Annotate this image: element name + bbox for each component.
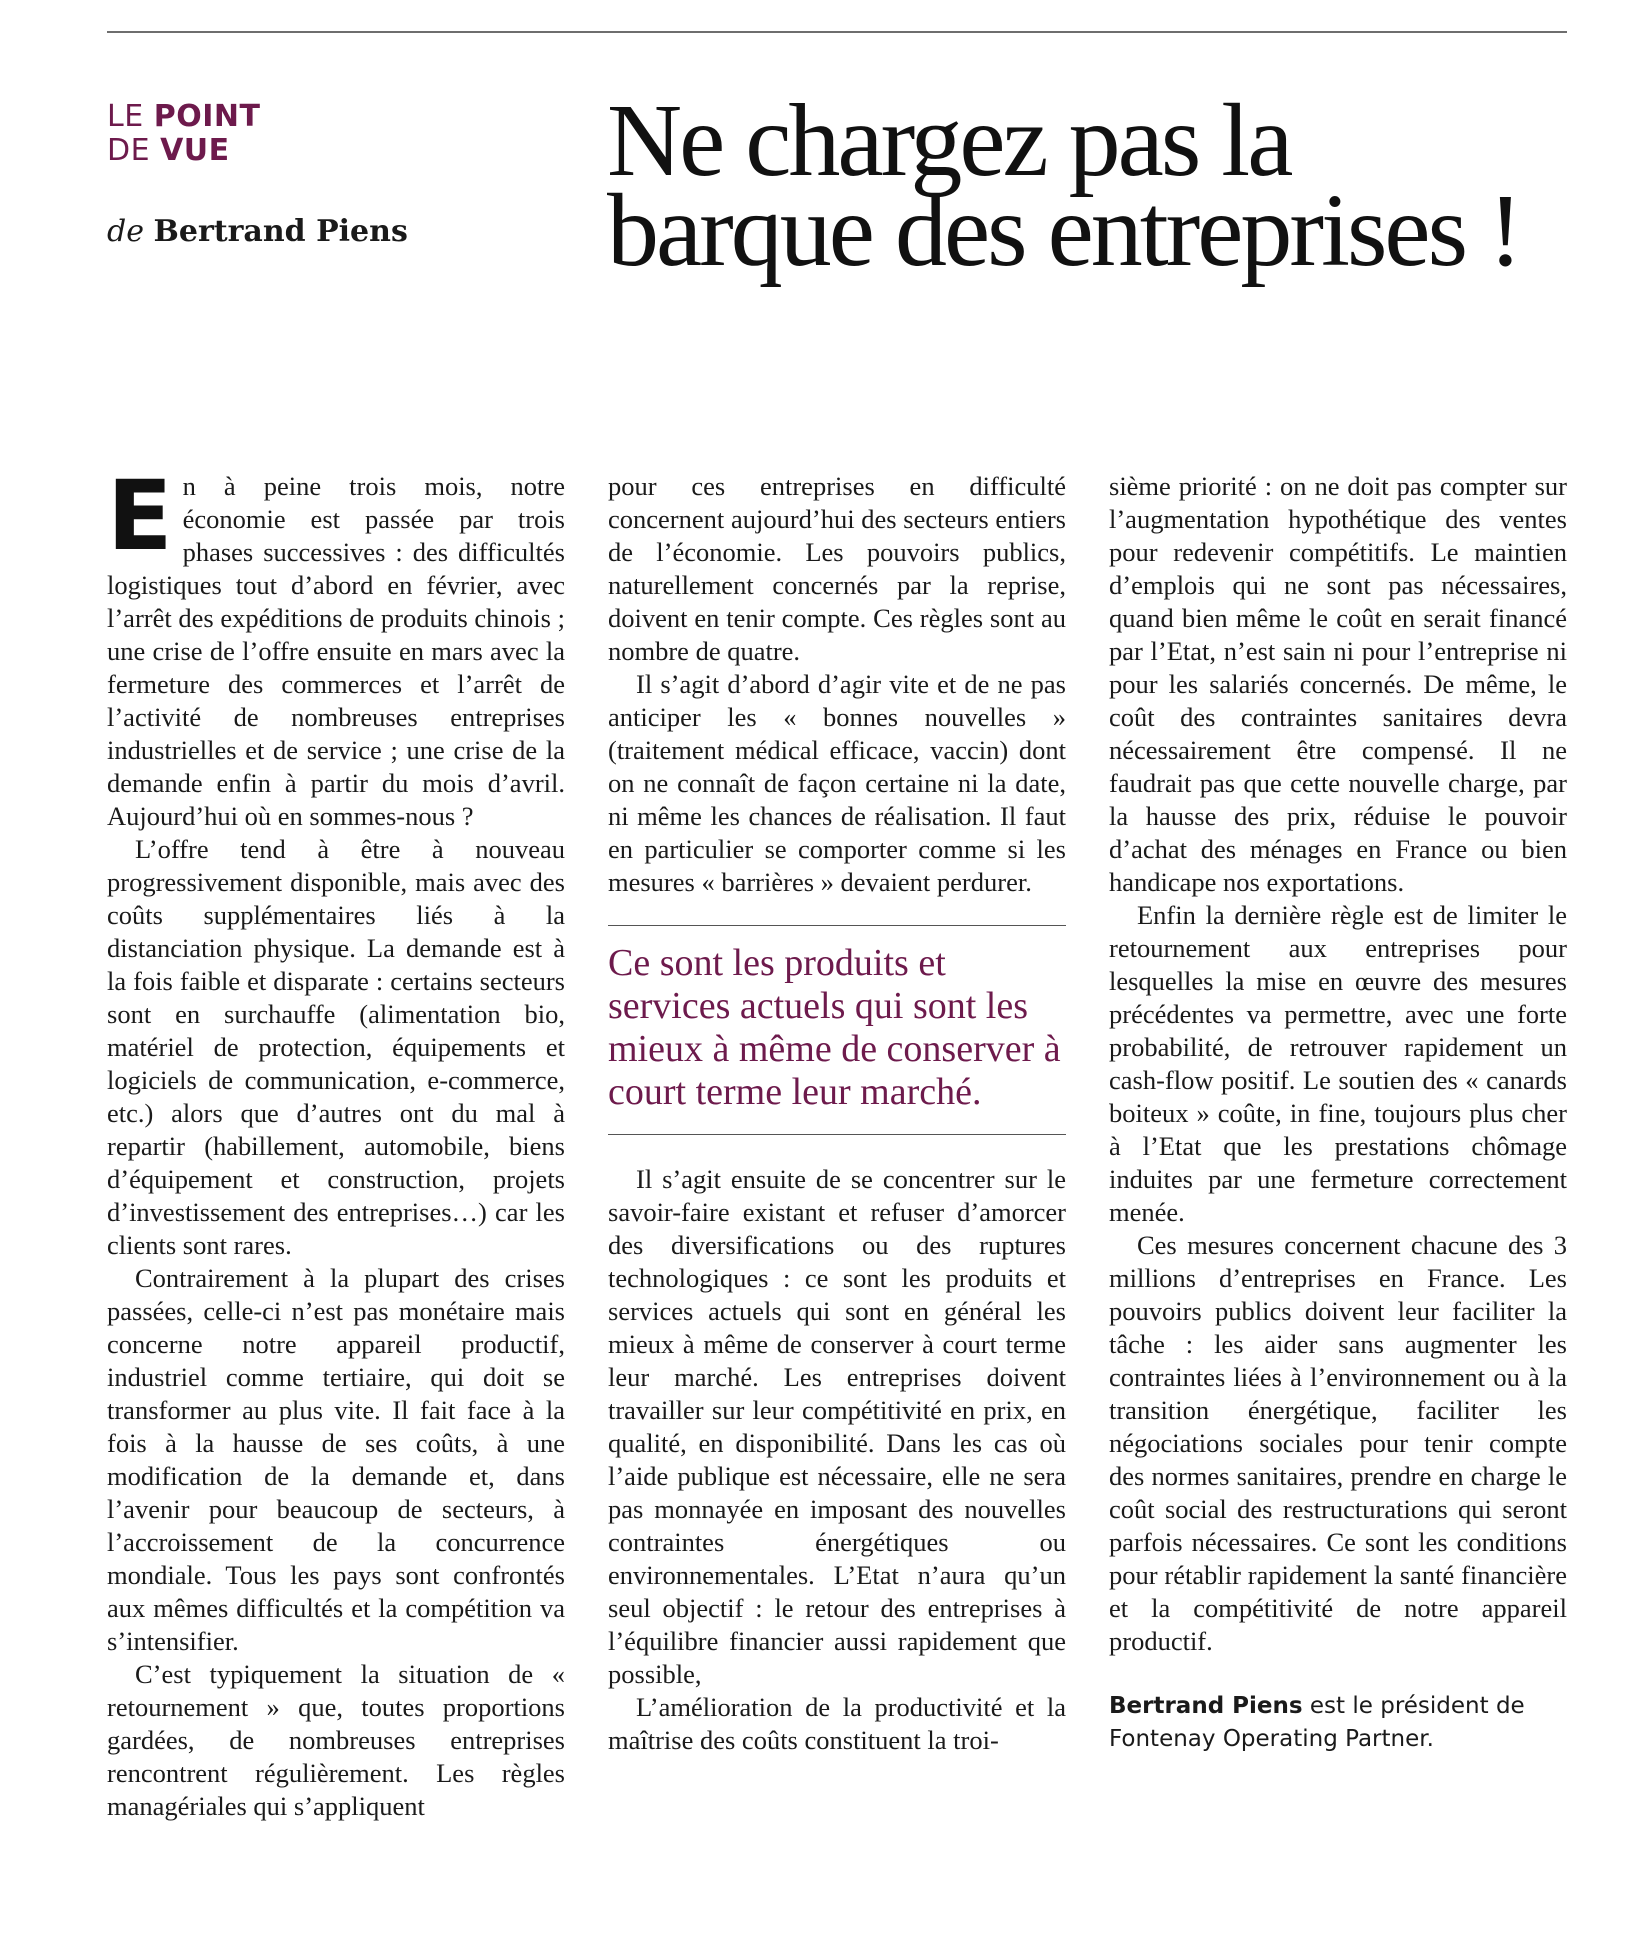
drop-cap: E [107, 460, 173, 572]
paragraph: C’est typiquement la situation de « retournement » que, toutes proportions gardées, de nombreuses entreprises rencontrent régulièrement. Les règles managériales qui s’appliquent [107, 1659, 565, 1821]
rubric-label [107, 100, 260, 168]
rubric-line2-bold: VUE [160, 133, 230, 168]
author-bio [1109, 1690, 1567, 1756]
paragraph: Enfin la dernière règle est de limiter le retournement aux entreprises pour lesquelles la mise en œuvre des mesures précédentes va permettre, avec une forte probabilité, de retrouver rapidement un cash-flow positif. Le soutien des « canards boiteux » coûte, in fine, toujours plus cher à l’Etat que les prestations chômage induites par une fermeture correctement menée. [1109, 900, 1567, 1227]
paragraph: Il s’agit d’abord d’agir vite et de ne pas anticiper les « bonnes nouvelles » (traitement médical efficace, vaccin) dont on ne connaît de façon certaine ni la date, ni même les chances de réalisation. Il faut en particulier se comporter comme si les mesures « barrières » devaient perdurer. [608, 669, 1066, 897]
top-rule [107, 31, 1567, 33]
paragraph: Contrairement à la plupart des crises passées, celle-ci n’est pas monétaire mais concerne notre appareil productif, industriel comme tertiaire, qui doit se transformer au plus vite. Il fait face à la fois à la hausse de ses coûts, à une modification de la demande et, dans l’avenir pour beaucoup de secteurs, à l’accroissement de la concurrence mondiale. Tous les pays sont confrontés aux mêmes difficultés et la compétition va s’intensifier. [107, 1263, 565, 1656]
rubric-line2-light: DE [107, 133, 161, 168]
column-3 [1109, 470, 1567, 1756]
paragraph: L’offre tend à être à nouveau progressivement disponible, mais avec des coûts supplémentaires liés à la distanciation physique. La demande est à la fois faible et disparate : certains secteurs sont en surchauffe (alimentation bio, matériel de protection, équipements et logiciels de communication, e-commerce, etc.) alors que d’autres ont du mal à repartir (habillement, automobile, biens d’équipement et construction, projets d’investissement des entreprises…) car les clients sont rares. [107, 834, 565, 1260]
paragraph: L’amélioration de la productivité et la maîtrise des coûts constituent la troi- [608, 1692, 1066, 1755]
rubric-line1-light: LE [107, 99, 154, 134]
pull-quote [608, 925, 1066, 1135]
paragraph-text: n à peine trois mois, notre économie est passée par trois phases successives : des difficultés logistiques tout d’abord en février, avec l’arrêt des expéditions de produits chinois ; une crise de l’offre ensuite en mars avec la fermeture des commerces et l’arrêt de l’activité de nombreuses entreprises industrielles et de service ; une crise de la demande enfin à partir du mois d’avril. Aujourd’hui où en sommes-nous ? [107, 471, 565, 831]
bio-text: est le président de Fontenay Operating Partner. [1109, 1693, 1525, 1752]
bio-author-name: Bertrand Piens [1109, 1693, 1303, 1719]
byline-author: Bertrand Piens [153, 214, 408, 249]
rubric-line1-bold: POINT [153, 99, 261, 134]
column-1 [107, 460, 565, 1823]
paragraph: sième priorité : on ne doit pas compter sur l’augmentation hypothétique des ventes pour redevenir compétitifs. Le maintien d’emplois qui ne sont pas nécessaires, quand bien même le coût en serait financé par l’Etat, n’est sain ni pour l’entreprise ni pour les salariés concernés. De même, le coût des contraintes sanitaires devra nécessairement être compensé. Il ne faudrait pas que cette nouvelle charge, par la hausse des prix, réduise le pouvoir d’achat des ménages en France ou bien handicape nos exportations. [1109, 471, 1567, 897]
column-2 [608, 470, 1066, 1757]
paragraph: Il s’agit ensuite de se concentrer sur le savoir-faire existant et refuser d’amorcer des diversifications ou des ruptures technologiques : ce sont les produits et services actuels qui sont en général les mieux à même de conserver à court terme leur marché. Les entreprises doivent travailler sur leur compétitivité en prix, en qualité, en disponibilité. Dans les cas où l’aide publique est nécessaire, elle ne sera pas monnayée en imposant des nouvelles contraintes énergétiques ou environnementales. L’Etat n’aura qu’un seul objectif : le retour des entreprises à l’équilibre financier aussi rapidement que possible, [608, 1164, 1066, 1689]
pull-quote-text: Ce sont les produits et services actuels qui sont les mieux à même de conserver à court terme leur marché. [608, 942, 1061, 1113]
paragraph [107, 460, 565, 833]
byline [107, 214, 408, 249]
paragraph: pour ces entreprises en difficulté concernent aujourd’hui des secteurs entiers de l’économie. Les pouvoirs publics, naturellement concernés par la reprise, doivent en tenir compte. Ces règles sont au nombre de quatre. [608, 471, 1066, 666]
paragraph: Ces mesures concernent chacune des 3 millions d’entreprises en France. Les pouvoirs publics doivent leur faciliter la tâche : les aider sans augmenter les contraintes liées à l’environnement ou à la transition énergétique, faciliter les négociations sociales pour tenir compte des normes sanitaires, prendre en charge le coût social des restructurations qui seront parfois nécessaires. Ce sont les conditions pour rétablir rapidement la santé financière et la compétitivité de notre appareil productif. [1109, 1230, 1567, 1656]
headline-line2: barque des entreprises ! [607, 173, 1520, 288]
headline [607, 83, 1587, 288]
byline-prefix: de [107, 214, 144, 249]
headline-line1: Ne chargez pas la [607, 83, 1291, 198]
